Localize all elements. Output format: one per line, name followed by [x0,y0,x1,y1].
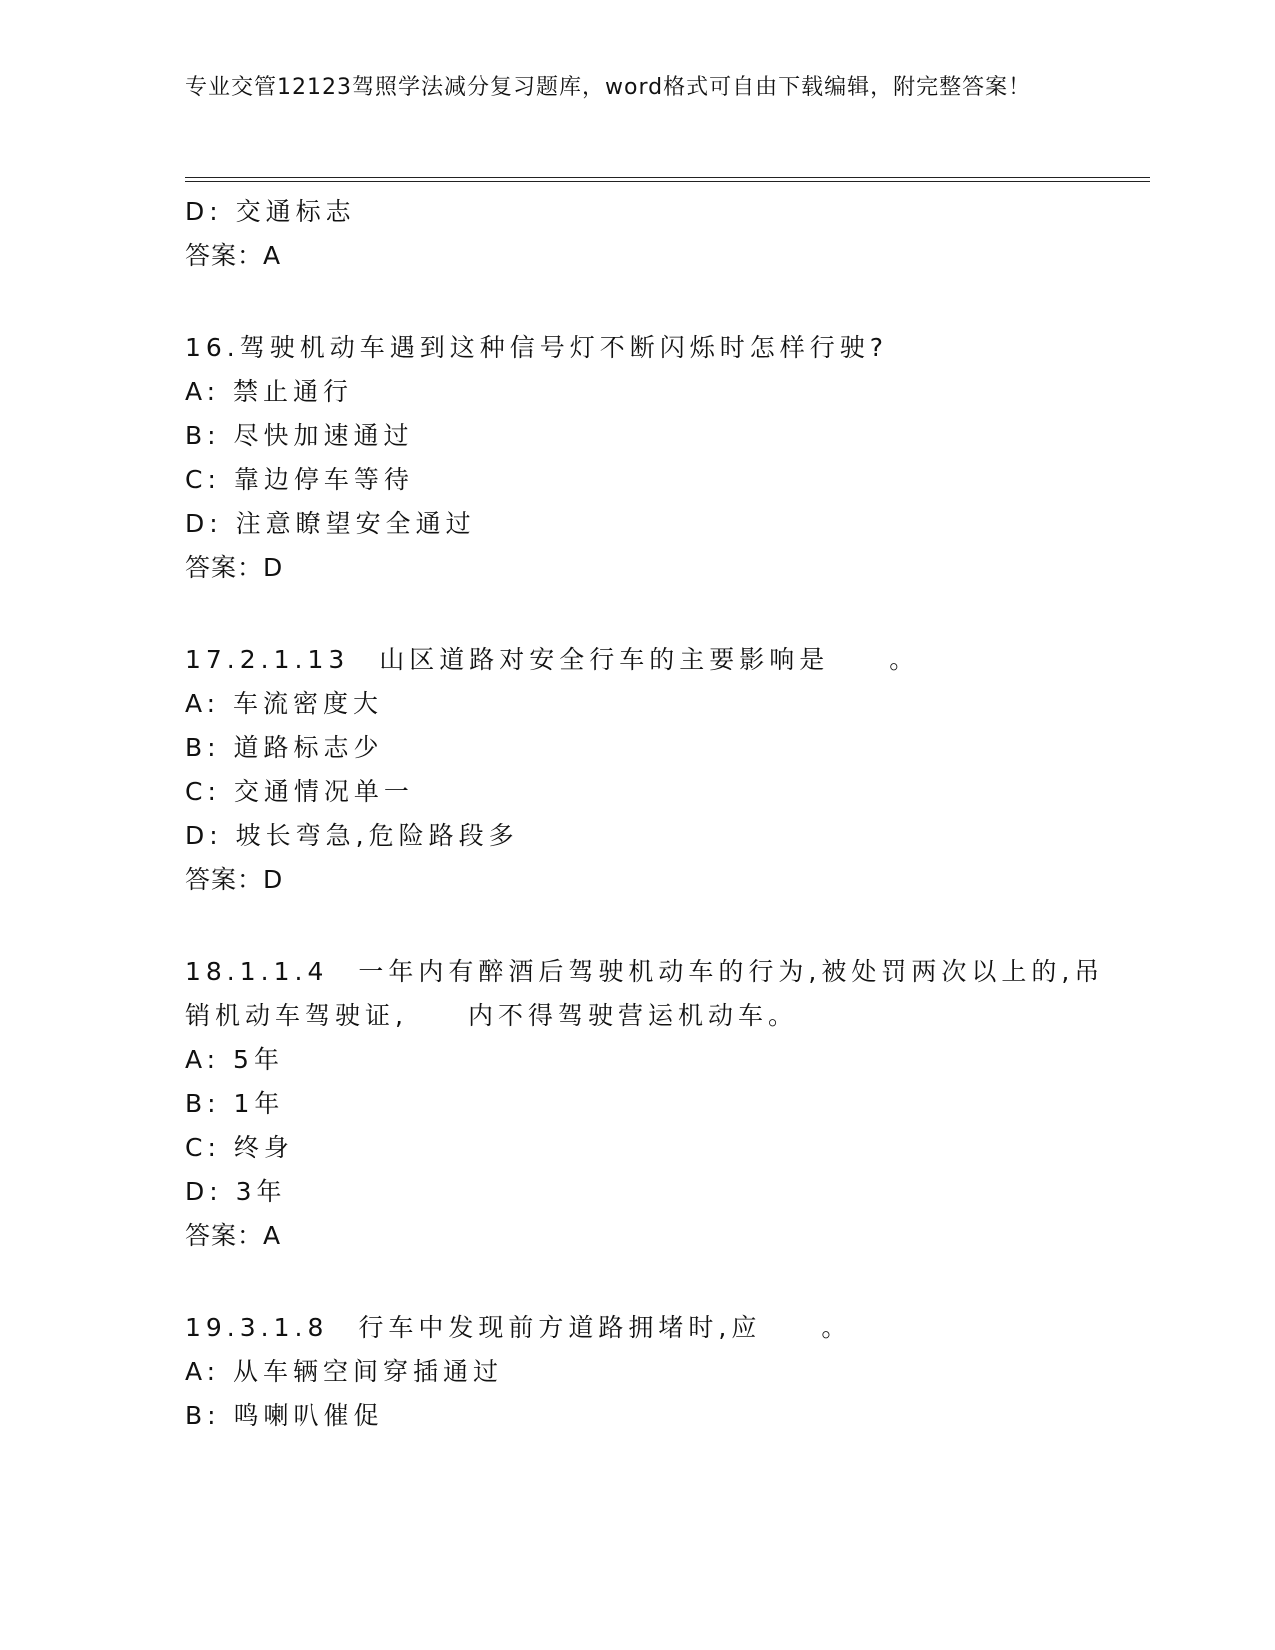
question-line: B: 道路标志少 [185,733,384,762]
question-line: 16.驾驶机动车遇到这种信号灯不断闪烁时怎样行驶? [185,333,889,362]
question-line: A: 从车辆空间穿插通过 [185,1357,504,1386]
question-line: D: 注意瞭望安全通过 [185,509,476,538]
answer-line: 答案：D [185,553,284,582]
question-line: 17.2.1.13 山区道路对安全行车的主要影响是 。 [185,645,920,674]
question-line: C: 靠边停车等待 [185,465,414,494]
question-line: D: 3年 [185,1177,287,1206]
answer-line: 答案：D [185,865,284,894]
document-header [185,72,1065,104]
question-line: B: 1年 [185,1089,285,1118]
question-line: D: 坡长弯急,危险路段多 [185,821,519,850]
header-rule-top [185,177,1150,178]
header-rule-bottom [185,181,1150,182]
question-line: A: 车流密度大 [185,689,384,718]
question-line: D: 交通标志 [185,197,356,226]
question-line: A: 5年 [185,1045,284,1074]
header-text: 专业交管12123驾照学法减分复习题库，word格式可自由下载编辑，附完整答案！ [185,75,1032,100]
question-line: 18.1.1.4 一年内有醉酒后驾驶机动车的行为,被处罚两次以上的,吊 [185,957,1105,986]
answer-line: 答案：A [185,1221,282,1250]
answer-line: 答案：A [185,241,282,270]
question-line: 19.3.1.8 行车中发现前方道路拥堵时,应 。 [185,1313,852,1342]
question-line: B: 尽快加速通过 [185,421,414,450]
question-line: A: 禁止通行 [185,377,354,406]
question-line: C: 交通情况单一 [185,777,414,806]
question-line: B: 鸣喇叭催促 [185,1401,384,1430]
question-line: 销机动车驾驶证, 内不得驾驶营运机动车。 [185,1001,798,1030]
question-line: C: 终身 [185,1133,294,1162]
